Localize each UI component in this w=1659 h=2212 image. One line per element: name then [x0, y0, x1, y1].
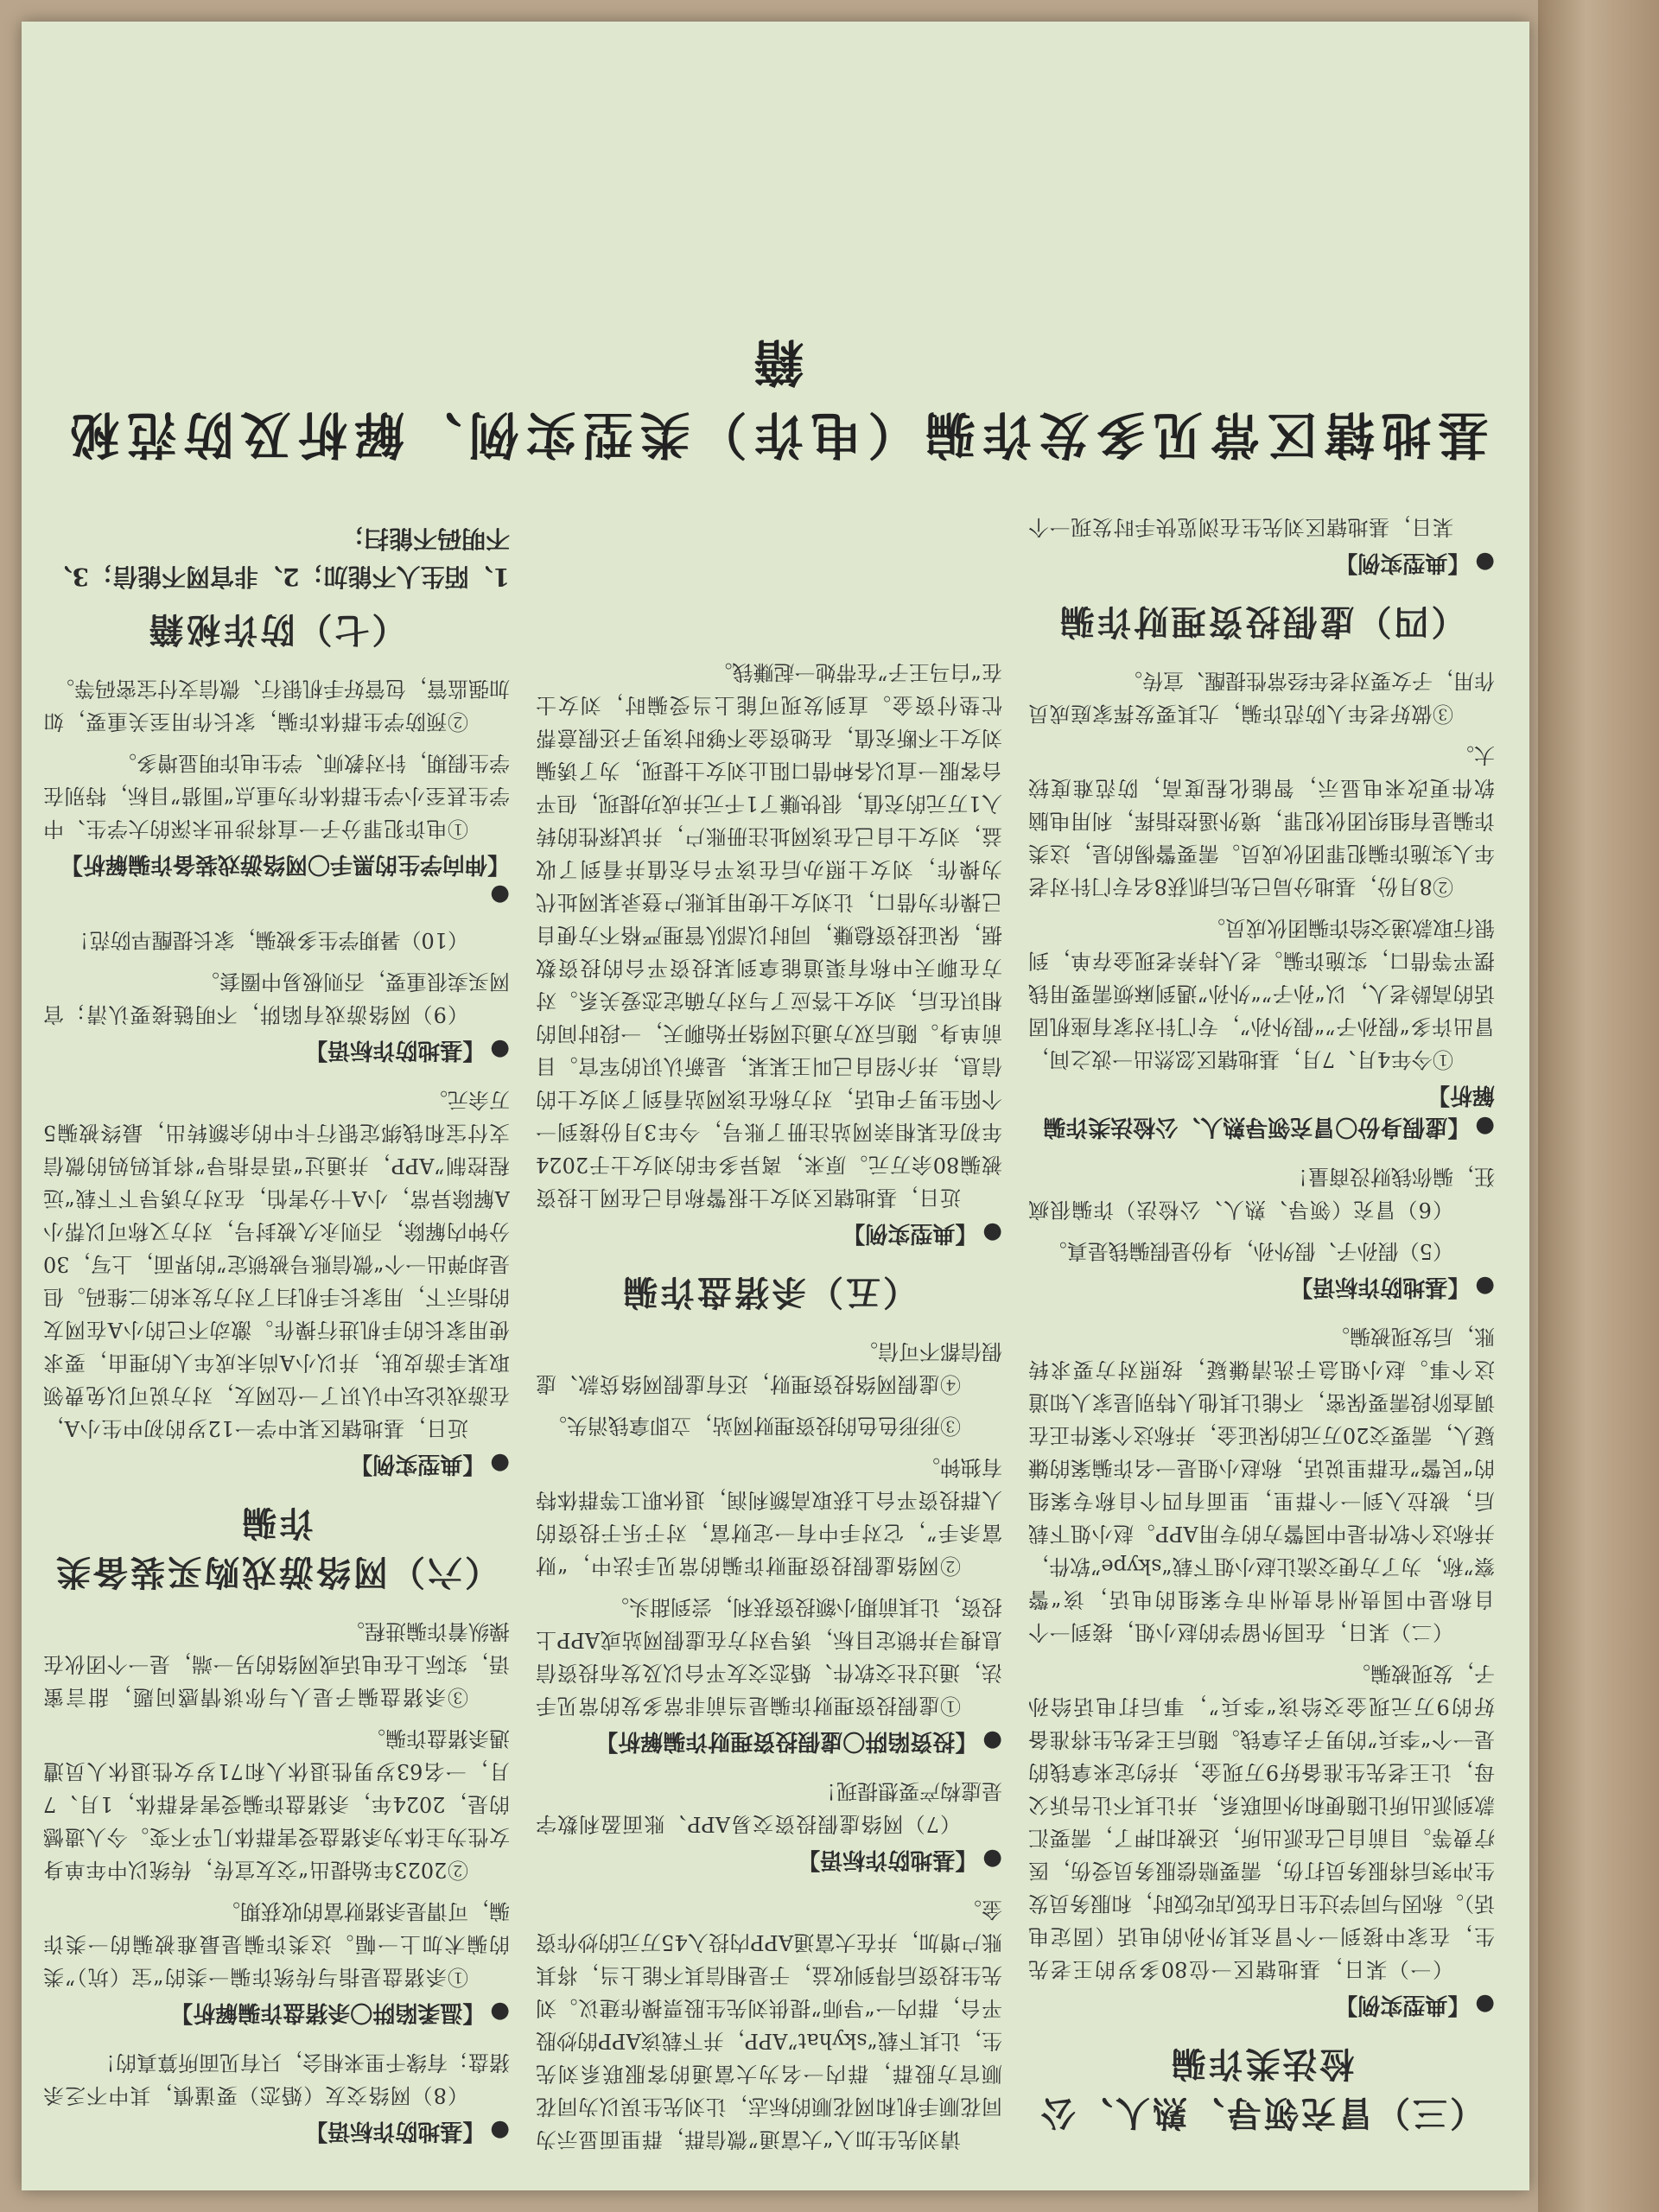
section-5-analysis-2: ②2023年始提出“交友宣传，传统以中年单身女性为主体为杀猪盘受害群体几乎不变。今人遗憾的是，2024年，杀猪盘诈骗受害者群体，1月、7月，一名63岁男性退休人和71岁女性退休人员遭遇杀猪盘诈骗。 [43, 1726, 510, 1882]
section-6-tip-tag [305, 1036, 510, 1068]
section-5-case-tag [842, 1219, 1002, 1251]
section-4-case-1: 某日，基地辖区刘先生在浏览快手时发现一个 [1028, 515, 1453, 539]
table-surface [1538, 0, 1659, 2212]
bullet-icon: ● [982, 1220, 1002, 1246]
section-6-tip-2: （10）暑期学生多被骗，家长提醒早防范！ [68, 928, 468, 952]
bullet-icon: ● [1475, 1274, 1495, 1300]
section-4-tip-1: （7）网络虚假投资交易APP、账面盈利数字是虚构产要想提现！ [536, 1779, 1002, 1836]
bullet-icon: ● [982, 1728, 1002, 1754]
section-3-title: （三）冒充领导、熟人、公检法类诈骗 [1039, 2044, 1484, 2133]
bullet-icon: ● [1475, 1114, 1495, 1140]
tip-tag-label: 【基地防诈标语】 [798, 1847, 978, 1872]
analysis-tag-label: 【伸向学生的黑手〇网络游戏装备诈骗解析】 [60, 851, 510, 877]
anti-fraud-tips-line-1: 1、陌生人不能加；2、非官网不能信；3、不明码不能扫； [48, 524, 510, 591]
section-6-case-tag [350, 1450, 510, 1482]
section-4-tip-tag [798, 1846, 1002, 1878]
leaflet-headline: 基地辖区常见多发诈骗（电诈）类型实例、解析及防范秘籍 [62, 333, 1489, 464]
section-5-analysis-tag [170, 1999, 510, 2031]
section-7-title: （七）防诈秘籍 [146, 609, 407, 650]
section-4-analysis-2: ②网络虚假投资理财诈骗的常见手法中，“财富杀手”，它对手中有一定财富，对于乐于投资的人群投资平台上获取高额利润，退休职工等群体特有独钟。 [536, 1455, 1002, 1578]
column-left [1028, 514, 1495, 2156]
section-4-case-2: 请刘先生加入“大富通”微信群，群里面显示为同花顺手机和网花顺的标志，让刘先生误以为同花顺官方股群，群内一名为大富通的客服联系刘先生，让其下载“skyhat”APP，并下载该APP的炒股平台，群内一“导师”提供刘先生股票操作建议。刘先生投资后得到收益，于是相信其不能上当，将其账户增加，并在大富通APP内投入45万元的炒作资金。 [536, 1897, 1002, 2152]
section-5-analysis-1: ①杀猪盘是指与传统诈骗一类的“宝（坑）”类的骗术加上一幅。这类诈骗是最难被骗的一类诈骗，可谓是杀猪财富的收获期。 [43, 1899, 510, 1989]
leaflet-sheet [22, 22, 1529, 2190]
section-3-tip-2: （6）冒充（领导、熟人、公检法）诈骗很疯狂，骗你钱财没商量！ [1028, 1165, 1495, 1222]
column-right [43, 514, 510, 2156]
analysis-tag-label: 【投资陷阱〇虚假投资理财诈骗解析】 [595, 1728, 978, 1754]
section-3-tip-tag [1290, 1273, 1495, 1305]
bullet-icon: ● [982, 1847, 1002, 1872]
section-3-analysis-2: ②8月份，基地分局已先后抓获8名专门针对老年人实施诈骗犯罪团伙成员。需要警惕的是，这类诈骗是有组织团伙犯罪，境外遥控指挥，利用电脑软件更改来电显示，智能化程度高，防范难度较大。 [1028, 743, 1495, 899]
leaflet-content [22, 22, 1529, 2190]
section-4-title: （四）虚假投资理财诈骗 [1057, 601, 1466, 642]
section-6-analysis-1: ①电诈犯罪分子一直将涉世未深的大学生、中学生甚至小学生群体作为重点“围猎”目标，特别在学生假期，针对教师、学生电诈明显增多。 [43, 751, 510, 841]
section-4-analysis-1: ①虚假投资理财诈骗是当前非常多发的常见手法，通过社交软件、婚恋交友平台以及发布投资信息搜寻并锁定目标，诱导对方在虚假网站或APP上投资，让其前期小额投资获利，尝到甜头。 [536, 1595, 1002, 1718]
section-5-tip-1: （8）网络交友（婚恋）要谨慎，其中不乏杀猪盘；有缘千里来相会，只有见面所算真的！ [43, 2050, 510, 2107]
bullet-icon: ● [490, 882, 510, 908]
case-tag-label: 【典型实例】 [1335, 1992, 1471, 2018]
section-5-title: （五）杀猪盘诈骗 [620, 1272, 918, 1313]
tip-tag-label: 【基地防诈标语】 [305, 1037, 486, 1063]
analysis-tag-label: 【虚假身份〇冒充领导熟人、公检法类诈骗解析】 [1043, 1082, 1495, 1140]
section-6-analysis-2: ②预防学生群体诈骗，家长作用至关重要，如加强监管，包管好手机银行、微信支付宝密码等。 [43, 677, 510, 734]
section-3-case-1: （一）某日，基地辖区一位80多岁的王老先生，在家中接到一个冒充其外孙的电话（固定电话）。称因与同学过生日在饭店吃饭时，和服务员发生冲突后将服务员打伤，需要赔偿服务员受伤，医疗费等。目前自己在派出所，还被扣押了，需要汇款到派出所让随便和外面联系，并让其不让告诉父母，让王老先生准备好9万现金，并约定来拿钱的是一个“李兵”的男子去拿钱。随后王老先生将准备好的9万元现金交给该“李兵”，事后打电话给孙子，发现被骗。 [1028, 1662, 1495, 1981]
section-5-analysis-3: ③杀猪盘骗子是人与你谈情感问题，甜言蜜语，实际上在电话或网络的另一端，是一个团伙在操纵着诈骗进程。 [43, 1619, 510, 1709]
bullet-icon: ● [490, 1999, 510, 2025]
section-6-case-1: 近日，基地辖区某中学一12岁的初中生小A，在游戏论坛中认识了一位网友，对方说可以免费领取某手游皮肤，并以小A尚未成年人的理由，要求使用家长的手机进行操作。激动不已的小A在网友的指示下，用家长手机扫了对方发来的二维码。但是却弹出一个“微信账号被锁定”的界面，上写，30分钟内解除，否则永久被封号，对方又称可以帮小A解除异常，小A十分害怕，在对方诱导下下载“远程控制”APP，并通过“语音指导”将其妈妈的微信支付宝和钱绑定银行卡中的余额转出，最终被骗5万余元。 [43, 1088, 510, 1440]
column-middle [536, 514, 1002, 2156]
case-tag-label: 【典型实例】 [842, 1220, 978, 1246]
bullet-icon: ● [490, 1451, 510, 1477]
tip-tag-label: 【基地防诈标语】 [1290, 1274, 1471, 1300]
bullet-icon: ● [490, 1037, 510, 1063]
section-6-tip-1: （9）网络游戏有陷阱，不明链接要认清；官网买卖很重要，否则极易中圈套。 [43, 969, 510, 1027]
section-6-title: （六）网络游戏购买装备类诈骗 [54, 1503, 499, 1592]
tip-tag-label: 【基地防诈标语】 [305, 2118, 486, 2144]
case-tag-label: 【典型实例】 [1335, 550, 1471, 575]
section-4-analysis-tag [595, 1727, 1002, 1759]
section-5-case-1: 近日，基地辖区刘女士报警称自己在网上投资被骗80余万元。原来，离异多年的刘女士于2024年初在某相亲网站注册了账号，今年3月份接到一个陌生男子电话，对方称在该网站看到了刘女士的信息，并介绍自己叫王某某，是新认识的军官。目前单身。随后双方通过网络开始聊天，一段时间的相识在后，刘女士答应了与对方确定恋爱关系。对方在聊天中称有渠道能拿到某投资平台的投资数据，保证投资稳赚，同时以部队管理严格不方便自己操作为借口，让刘女士使用其账户登录某网址代为操作，刘女士照办后在该平台充值并看到了收益，刘女士自己在该网址注册账户，并试探性的转入1万元的充值，很快赚了1千元并成功提现，但平台客服一直以各种借口阻止刘女士提现，为了诱骗刘女士不断充值，在她资金不够时该男子还假意帮忙垫付资金。直到发现可能上当受骗时，刘女士在“白马王子”在带她一起赚钱。 [536, 660, 1002, 1210]
section-3-analysis-3: ③做好老年人防范诈骗，尤其要发挥家庭成员作用，子女要对老年经常性提醒、宣传。 [1028, 669, 1495, 726]
section-3-case-tag [1335, 1991, 1495, 2023]
bullet-icon: ● [1475, 1992, 1495, 2018]
section-3-analysis-1: ①今年4月、7月，基地辖区忽然出一波之间，冒出许多“假孙子”“假外孙”，专门针对家有座机固话的高龄老人，以“孙子”“外孙”遇到麻烦需要用钱摆平等借口，实施诈骗。老人持养老现金存单，到银行取款递交给诈骗团伙成员。 [1028, 916, 1495, 1071]
section-3-analysis-tag [1028, 1081, 1495, 1145]
section-6-analysis-tag [43, 850, 510, 908]
bullet-icon: ● [1475, 550, 1495, 575]
bullet-icon: ● [490, 2118, 510, 2144]
section-4-analysis-3: ③形形色色的投资理财网站，立即拿钱消失。 [546, 1414, 961, 1438]
section-3-tip-1: （5）假孙子、假外孙，身份是假骗钱是真。 [1046, 1239, 1453, 1263]
case-tag-label: 【典型实例】 [350, 1451, 486, 1477]
section-5-tip-tag [305, 2117, 510, 2149]
section-4-case-tag [1335, 549, 1495, 581]
section-3-case-2: （二）某日，在国外留学的赵小姐，接到一个自称是中国贵州省贵州市专案组的电话，该“警察”称，为了方便交流让赵小姐下载“skype”软件，并称这个软件是中国警方的专用APP。赵小姐下载后，被拉入到一个群里，里面有四个自称专案组的“民警”在群里说话，称赵小姐是一名诈骗案的嫌疑人，需要交20万元的保证金，并称这个案件正在调查阶段需要保密，不能让其他人特别是家人知道这个事。赵小姐急于洗清嫌疑，按照对方要求转账，后发现被骗。 [1028, 1325, 1495, 1644]
section-4-analysis-4: ④虚假网络投资理财，还有虚假网络贷款、虚假信都不可信。 [536, 1339, 1002, 1396]
analysis-tag-label: 【温柔陷阱〇杀猪盘诈骗解析】 [170, 1999, 486, 2025]
